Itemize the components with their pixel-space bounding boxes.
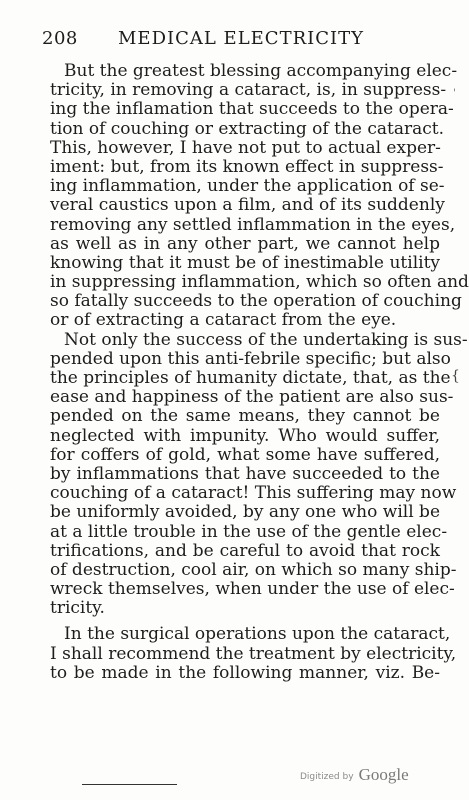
text-line: at a little trouble in the use of the gentle elec- xyxy=(50,521,448,542)
text-line: trifications, and be careful to avoid that rock xyxy=(50,540,440,561)
text-line: by inflammations that have succeeded to the xyxy=(50,463,440,484)
text-line: so fatally succeeds to the operation of couching xyxy=(50,291,462,312)
text-line: tion of couching or extracting of the cataract. xyxy=(50,118,444,139)
page-header xyxy=(42,28,442,50)
text-line: pended on the same means, they cannot be xyxy=(50,406,440,427)
text-line: pended upon this anti-febrile specific; but also xyxy=(50,348,451,369)
running-title: MEDICAL ELECTRICITY xyxy=(118,28,365,49)
text-line: tricity. xyxy=(50,598,105,619)
text-line: ing the inflamation that succeeds to the opera- xyxy=(50,99,454,120)
margin-mark: { xyxy=(451,368,460,384)
body-text xyxy=(50,61,469,683)
text-line: But the greatest blessing accompanying elec- xyxy=(64,61,458,81)
text-line: ing inflammation, under the application of se- xyxy=(50,176,445,197)
text-line: In the surgical operations upon the cataract, xyxy=(64,624,451,645)
text-line: couching of a cataract! This suffering may now xyxy=(50,483,457,504)
text-line: or of extracting a cataract from the eye. xyxy=(50,310,397,331)
watermark-brand: Google xyxy=(358,765,409,784)
text-line: removing any settled inflammation in the eyes, xyxy=(50,214,456,235)
page-number: 208 xyxy=(42,28,78,49)
text-line: to be made in the following manner, viz. Be- xyxy=(50,662,440,683)
text-line: knowing that it must be of inestimable utility xyxy=(50,252,440,273)
text-line: This, however, I have not put to actual exper- xyxy=(50,137,441,158)
text-line: wreck themselves, when under the use of elec- xyxy=(50,579,455,600)
footer-rule xyxy=(82,784,177,785)
text-line: as well as in any other part, we cannot help xyxy=(50,233,440,254)
digitized-watermark xyxy=(300,765,409,785)
text-line: I shall recommend the treatment by electricity, xyxy=(50,643,457,664)
text-line: veral caustics upon a film, and of its suddenly xyxy=(50,195,445,216)
text-line: neglected with impunity. Who would suffer, xyxy=(50,425,440,446)
text-line: of destruction, cool air, on which so many ship- xyxy=(50,559,457,580)
text-line: tricity, in removing a cataract, is, in suppress- xyxy=(50,80,447,101)
text-line: ease and happiness of the patient are also sus- xyxy=(50,387,454,408)
text-line: Not only the success of the undertaking is sus- xyxy=(64,329,468,350)
watermark-prefix: Digitized by xyxy=(300,772,354,782)
text-line: be uniformly avoided, by any one who will be xyxy=(50,502,440,523)
text-line: in suppressing inflammation, which so often and xyxy=(50,272,469,293)
text-line: for coffers of gold, what some have suffered, xyxy=(50,444,440,465)
margin-mark-top: ' xyxy=(453,88,456,99)
text-line: iment: but, from its known effect in suppress- xyxy=(50,156,444,177)
text-line: the principles of humanity dictate, that, as the xyxy=(50,368,451,388)
